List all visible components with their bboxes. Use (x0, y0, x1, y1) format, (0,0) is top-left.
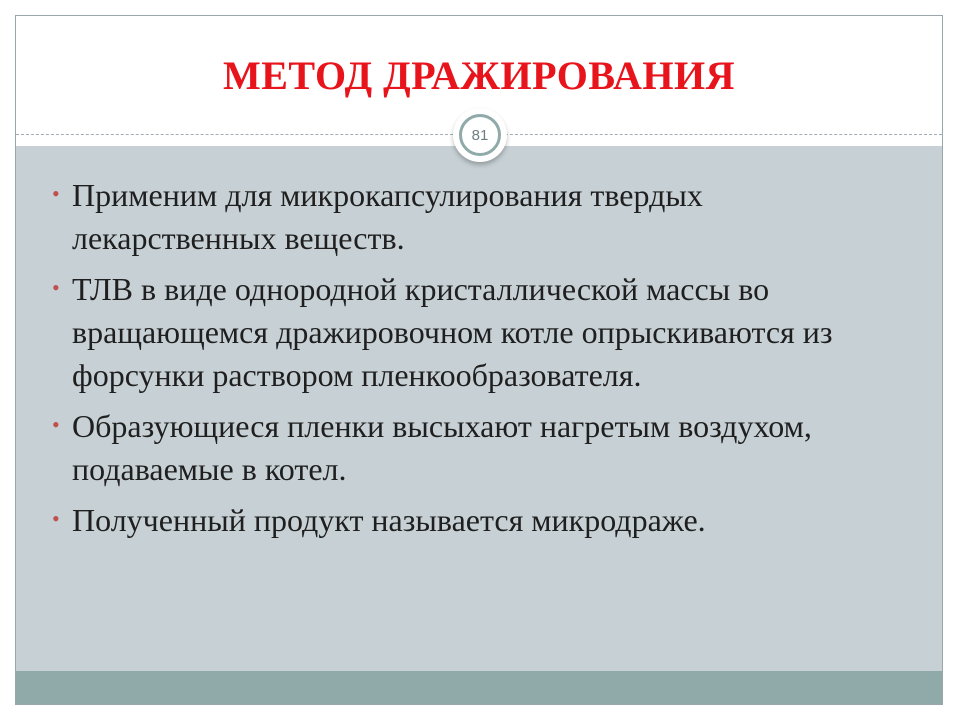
bullet-text: Полученный продукт называется микродраже. (72, 502, 706, 538)
slide-title: МЕТОД ДРАЖИРОВАНИЯ (222, 53, 736, 98)
bullet-text: Применим для микрокапсулирования твердых лекарственных веществ. (72, 177, 703, 256)
bullet-marker: • (52, 181, 60, 206)
bullet-list (52, 174, 912, 550)
bullet-item (52, 174, 912, 260)
bullet-marker: • (52, 506, 60, 531)
footer-band (16, 671, 942, 704)
bullet-item (52, 268, 912, 397)
bullet-marker: • (52, 275, 60, 300)
bullet-item (52, 499, 912, 542)
page-number: 81 (459, 114, 501, 156)
bullet-marker: • (52, 412, 60, 437)
bullet-item (52, 405, 912, 491)
bullet-text: ТЛВ в виде однородной кристаллической массы во вращающемся дражировочном котле опрыскиваются из форсунки раствором пленкообразователя. (72, 271, 833, 393)
slide-frame (15, 15, 943, 705)
page-number-badge (453, 108, 507, 162)
bullet-text: Образующиеся пленки высыхают нагретым воздухом, подаваемые в котел. (72, 408, 812, 487)
